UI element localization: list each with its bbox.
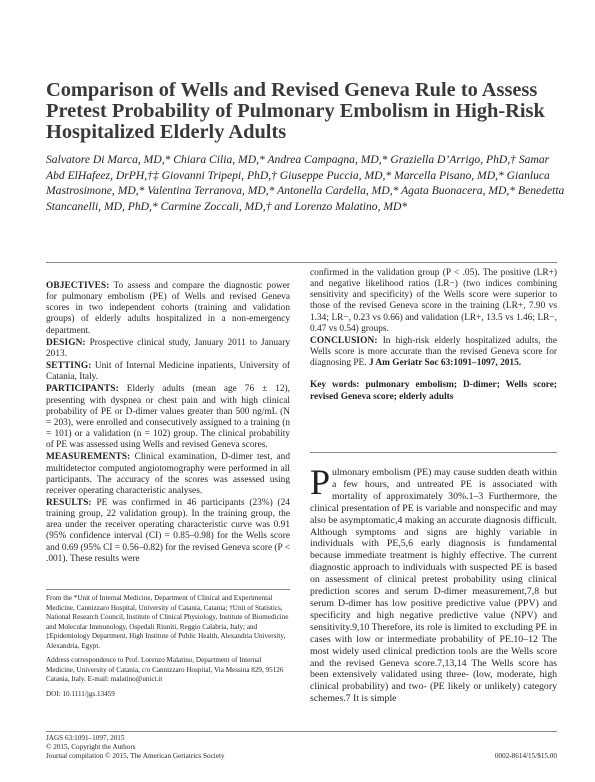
correspondence-address: Address correspondence to Prof. Lorenzo Malatino, Department of Internal Medicine, University of Catania, c/o Cannizzaro Hospital, Via Messina 829, 95126 Catania, Italy. E-mail: malatino@unict.it: [46, 656, 284, 684]
abstract-setting: SETTING: Unit of Internal Medicine inpatients, University of Catania, Italy.: [46, 361, 290, 383]
citation: J Am Geriatr Soc 63:1091–1097, 2015.: [368, 358, 522, 369]
compilation-line: Journal compilation © 2015, The American Geriatrics Society: [46, 752, 225, 761]
abstract-conclusion: CONCLUSION: In high-risk elderly hospitalized adults, the Wells score is more accurate than the revised Geneva score for diagnosing PE. J Am Geriatr Soc 63:1091–1097, 2015.: [310, 335, 557, 369]
dropcap-letter: P: [310, 462, 331, 502]
issn-code: 0002-8614/15/$15.00: [494, 752, 557, 760]
abstract-right-column: [310, 268, 557, 404]
abstract-design: DESIGN: Prospective clinical study, January 2011 to January 2013.: [46, 337, 290, 359]
affiliation-rule: [46, 589, 290, 590]
abstract-participants: PARTICIPANTS: Elderly adults (mean age 76 ± 12), presenting with dyspnea or chest pain and with high clinical probability of PE or D-dimer values greater than 500 ng/mL (N = 203), were enrolled and consecutively assigned to a training (n = 101) or a validation (n = 102) group. The clinical probability of PE was assessed using Wells and revised Geneva scores.: [46, 384, 290, 451]
introduction-paragraph: ulmonary embolism (PE) may cause sudden death within a few hours, and untreated PE is associated with mortality of approximately 30%.1–3 Furthermore, the clinical presentation of PE is variable and nonspecific and may also be asymptomatic,4 making an accurate diagnosis difficult. Although symptoms and signs are highly variable in individuals with PE,5,6 early diagnosis is fundamental because immediate treatment is highly effective. The current diagnostic approach to individuals with suspected PE is based on assessment of clinical pretest probability using clinical prediction scores and serum D-dimer measurement,7,8 but serum D-dimer has low positive predictive value (PPV) and specificity and high negative predictive value (NPV) and sensitivity.9,10 Therefore, its role is limited to excluding PE in cases with low or intermediate probability of PE.10–12 The most widely used clinical prediction tools are the Wells score and the revised Geneva score.7,13,14 The Wells score has been extensively validated using three- (low, moderate, high clinical probability) and two- (PE likely or unlikely) category schemes.7 It is simple: [310, 467, 557, 705]
abstract-measurements: MEASUREMENTS: Clinical examination, D-dimer test, and multidetector computed angiotomography were performed in all participants. The accuracy of the scores was assessed using receiver operating characteristic analyses.: [46, 452, 290, 496]
copyright-line: © 2015, Copyright the Authors: [46, 743, 136, 752]
abstract-results: RESULTS: PE was confirmed in 46 participants (23%) (24 training group, 22 validation group). In the training group, the area under the receiver operating characteristic curve was 0.91 (95% confidence interval (CI) = 0.85–0.98) for the Wells score and 0.69 (95% CI = 0.56–0.82) for the revised Geneva score (P < .001). These results were: [46, 497, 290, 564]
abstract-left-column: [46, 281, 290, 566]
abstract-results-continued: confirmed in the validation group (P < .05). The positive (LR+) and negative likelihood ratios (LR−) (two indices combining sensitivity and specificity) of the Wells score were superior to those of the revised Geneva score in the training (LR+, 7.90 vs 1.34; LR−, 0.23 vs 0.66) and validation (LR+, 13.5 vs 1.46; LR−, 0.47 vs 0.54) groups.: [310, 268, 557, 334]
abstract-end-rule: [310, 452, 557, 453]
affiliations-block: [46, 594, 290, 704]
author-list: Salvatore Di Marca, MD,* Chiara Cilia, MD,* Andrea Campagna, MD,* Graziella D’Arrigo, PhD,† Samar Abd ElHafeez, DrPH,†‡ Giovanni Tripepi, PhD,† Giuseppe Puccia, MD,* Marcella Pisano, MD,* Gianluca Mastrosimone, MD,* Valentina Terranova, MD,* Antonella Cardella, MD,* Agata Buonacera, MD,* Benedetta Stancanelli, MD, PhD,* Carmine Zoccali, MD,† and Lorenzo Malatino, MD*: [46, 153, 565, 213]
abstract-objectives: OBJECTIVES: To assess and compare the diagnostic power for pulmonary embolism (PE) of Wells and revised Geneva scores in two independent cohorts (training and validation groups) of elderly adults hospitalized in a non-emergency department.: [46, 281, 290, 336]
keywords: Key words: pulmonary embolism; D-dimer; Wells score; revised Geneva score; elderly adults: [310, 380, 557, 402]
header-rule: [46, 262, 557, 263]
footer-rule: [46, 731, 557, 732]
affiliation-text: From the *Unit of Internal Medicine, Department of Clinical and Experimental Medicine, Cannizzaro Hospital, University of Catania, Catania; †Unit of Statistics, National Research Council, Institute of Clinical Physiology, Institute of Biomedicine and Molecular Immunology, Ospedali Riuniti, Reggio Calabria, Italy; and ‡Epidemiology Department, High Institute of Public Health, Alexandria University, Alexandria, Egypt.: [46, 594, 289, 650]
journal-citation: JAGS 63:1091–1097, 2015: [46, 734, 125, 742]
footer-left: [46, 734, 225, 762]
article-title: Comparison of Wells and Revised Geneva Rule to Assess Pretest Probability of Pulmonary Embolism in High-Risk Hospitalized Elderly Adults: [46, 79, 545, 143]
introduction-text: [310, 462, 557, 705]
doi: DOI: 10.1111/jgs.13459: [46, 689, 115, 698]
